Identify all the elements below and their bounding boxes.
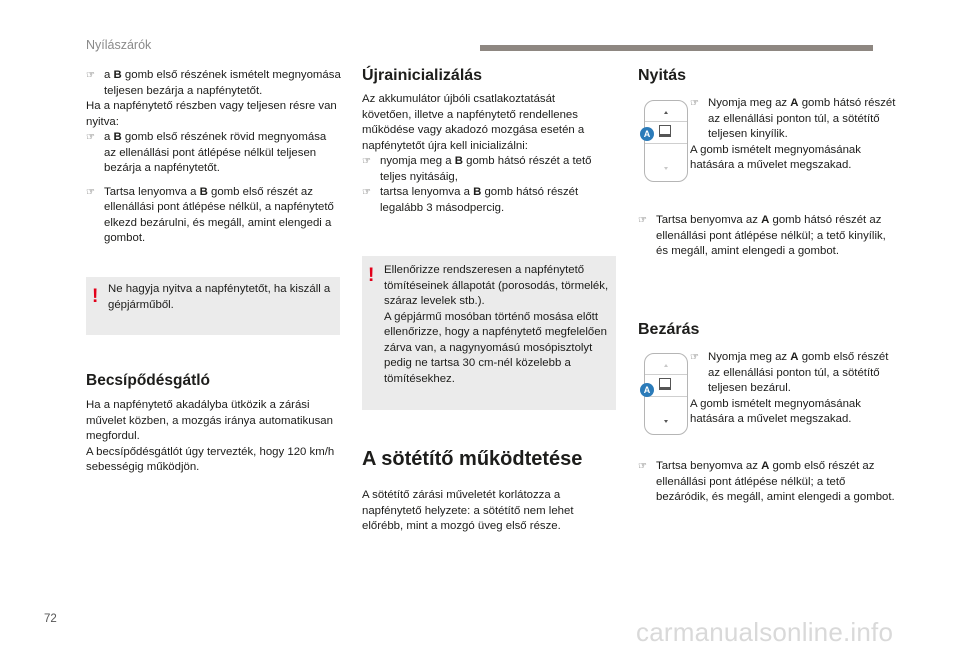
column-left — [86, 68, 341, 247]
bullet-close-hold: ☞ Tartsa benyomva az A gomb első részét az ellenállási pont átlépése nélkül; a tető bezáródik, és megáll, amint elengedi a gombot. — [638, 460, 895, 503]
bullet-icon: ☞ — [690, 352, 699, 363]
close-paragraph: A gomb ismételt megnyomásának hatására a művelet megszakad. — [690, 397, 861, 425]
bullet-icon: ☞ — [86, 70, 95, 81]
reinit-paragraph: Az akkumulátor újbóli csatlakoztatását követően, illetve a napfénytető rendellenes működése vagy akadozó mozgása esetén a napfénytetőt újra kell inicializálni: — [362, 93, 585, 152]
page-number: 72 — [44, 613, 57, 625]
warning-text: Ellenőrizze rendszeresen a napfénytető tömítéseinek állapotát (porosodás, törmelék, száraz levelek stb.). A gépjármű mosóban történő mosása előtt ellenőrizze, hogy a napfénytető megfelelően zárva van, a nagynyomású mosópisztolyt pedig ne tartsa 30 cm-nél közelebb a tömítésekhez. — [384, 264, 609, 385]
bullet-icon: ☞ — [86, 132, 95, 143]
anti-pinch-text: Ha a napfénytető akadályba ütközik a zárási művelet közben, a mozgás iránya automatikusan megfordul. A becsípődésgátlót úgy tervezték, hogy 120 km/h sebességig működjön. — [86, 399, 335, 473]
open-paragraph: A gomb ismételt megnyomásának hatására a művelet megszakad. — [690, 143, 861, 171]
paragraph-partly-open: Ha a napfénytető részben vagy teljesen résre van nyitva: — [86, 100, 337, 128]
bullet-icon: ☞ — [362, 187, 371, 198]
callout-badge-a: A — [640, 127, 654, 141]
shade-icon — [659, 378, 671, 390]
warning-icon: ! — [92, 286, 99, 307]
bullet-icon: ☞ — [690, 98, 699, 109]
bullet-reinit-1: ☞ nyomja meg a B gomb hátsó részét a tető teljes nyitásáig, — [362, 155, 592, 183]
heading-reinit: Újrainicializálás — [362, 67, 483, 84]
arrow-up-icon — [664, 111, 668, 114]
bullet-open-press: ☞ Nyomja meg az A gomb hátsó részét az ellenállási ponton túl, a sötétítő teljesen kinyílik. — [690, 97, 896, 140]
callout-badge-a: A — [640, 383, 654, 397]
warning-note-middle — [362, 256, 616, 410]
roof-switch-open — [644, 100, 688, 182]
warning-icon: ! — [368, 265, 375, 286]
heading-open: Nyitás — [638, 67, 687, 84]
bullet-open-hold: ☞ Tartsa benyomva az A gomb hátsó részét az ellenállási pont átlépése nélkül; a tető kinyílik, és megáll, amint elengedi a gombot. — [638, 214, 886, 257]
section-title: Nyílászárók — [86, 38, 152, 52]
heading-close: Bezárás — [638, 321, 700, 338]
watermark: carmanualsonline.info — [636, 617, 894, 647]
bullet-icon: ☞ — [362, 156, 371, 167]
bullet-b-short: ☞ a B gomb első részének rövid megnyomása az ellenállási pont átlépése nélkül teljesen bezárja a napfénytetőt. — [86, 131, 327, 174]
arrow-down-icon — [664, 167, 668, 170]
shade-icon — [659, 125, 671, 137]
close-text — [690, 350, 900, 428]
arrow-down-icon — [664, 420, 668, 423]
close-hold-text — [638, 459, 898, 506]
header-rule — [480, 45, 873, 51]
column-middle — [362, 92, 607, 216]
bullet-icon: ☞ — [86, 186, 95, 198]
bullet-icon: ☞ — [638, 215, 647, 226]
open-text — [690, 96, 900, 174]
bullet-icon: ☞ — [638, 461, 647, 472]
bullet-close-press: ☞ Nyomja meg az A gomb első részét az ellenállási ponton túl, a sötétítő teljesen bezárul. — [690, 351, 889, 394]
open-hold-text — [638, 213, 898, 260]
bullet-b-hold: ☞ Tartsa lenyomva a B gomb első részét az ellenállási pont átlépése nélkül, a napfénytető elkezd bezárulni, és megáll, amint elengedi a gombot. — [86, 185, 334, 244]
bullet-reinit-2: ☞ tartsa lenyomva a B gomb hátsó részét legalább 3 másodpercig. — [362, 186, 579, 214]
warning-text: Ne hagyja nyitva a napfénytetőt, ha kiszáll a gépjárműből. — [108, 283, 331, 311]
warning-note-left — [86, 277, 340, 335]
bullet-b-repeat: ☞ a B gomb első részének ismételt megnyomása teljesen bezárja a napfénytetőt. — [86, 69, 341, 97]
heading-anti-pinch: Becsípődésgátló — [86, 372, 211, 389]
heading-shade: A sötétítő működtetése — [362, 448, 583, 470]
shade-text: A sötétítő zárási műveletét korlátozza a napfénytető helyzete: a sötétítő nem lehet előrébb, mint a mozgó üveg első része. — [362, 489, 574, 532]
arrow-up-icon — [664, 364, 668, 367]
